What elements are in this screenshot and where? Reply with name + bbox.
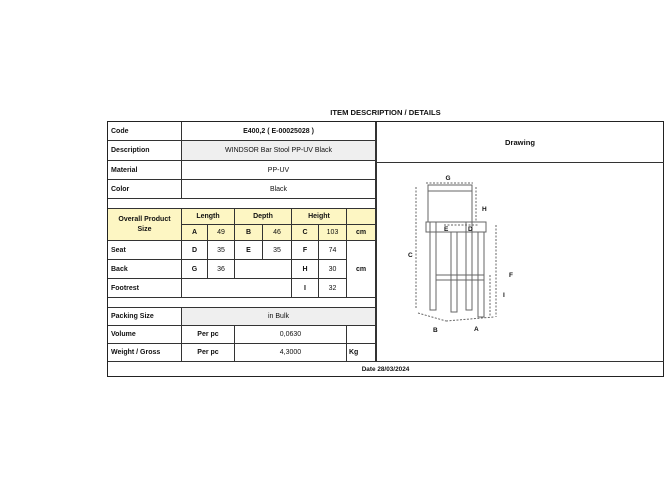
dim-d-value: 35 bbox=[208, 241, 235, 260]
description-label: Description bbox=[108, 141, 182, 161]
date-label: Date 28/03/2024 bbox=[361, 366, 410, 373]
stool-back-leg bbox=[430, 222, 436, 310]
drawing-letter-b: B bbox=[433, 327, 438, 334]
footrest-empty bbox=[182, 279, 292, 298]
length-header: Length bbox=[182, 209, 235, 225]
weight-unit: Kg bbox=[347, 344, 376, 362]
drawing-letter-e: E bbox=[444, 226, 449, 233]
color-label: Color bbox=[108, 180, 182, 199]
dim-d-letter: D bbox=[182, 241, 208, 260]
stool-seat bbox=[426, 222, 486, 232]
back-unit: cm bbox=[347, 260, 376, 279]
weight-label: Weight / Gross bbox=[108, 344, 182, 362]
dim-g-letter: G bbox=[182, 260, 208, 279]
back-label: Back bbox=[108, 260, 182, 279]
back-empty bbox=[235, 260, 292, 279]
dim-e-letter: E bbox=[235, 241, 263, 260]
spacer-row bbox=[108, 199, 376, 209]
color-value: Black bbox=[182, 180, 376, 199]
volume-per: Per pc bbox=[182, 326, 235, 344]
dim-c-letter: C bbox=[292, 225, 319, 241]
drawing-header: Drawing bbox=[376, 122, 664, 163]
seat-label: Seat bbox=[108, 241, 182, 260]
dim-line-b bbox=[418, 313, 446, 321]
dim-b-letter: B bbox=[235, 225, 263, 241]
drawing-letter-i: I bbox=[503, 292, 505, 299]
dim-i-letter: I bbox=[292, 279, 319, 298]
volume-label: Volume bbox=[108, 326, 182, 344]
seat-unit-empty bbox=[347, 241, 376, 260]
volume-value: 0,0630 bbox=[235, 326, 347, 344]
dim-f-letter: F bbox=[292, 241, 319, 260]
code-label: Code bbox=[108, 122, 182, 141]
drawing-letter-d: D bbox=[468, 226, 473, 233]
document-title: ITEM DESCRIPTION / DETAILS bbox=[330, 108, 441, 117]
spec-sheet-table bbox=[107, 121, 664, 377]
drawing-letter-g: G bbox=[445, 175, 451, 182]
material-value: PP-UV bbox=[182, 161, 376, 180]
overall-unit: cm bbox=[347, 225, 376, 241]
unit-header-empty bbox=[347, 209, 376, 225]
weight-value: 4,3000 bbox=[235, 344, 347, 362]
dim-h-value: 30 bbox=[319, 260, 347, 279]
depth-header: Depth bbox=[235, 209, 292, 225]
stool-footrest bbox=[436, 275, 484, 280]
dim-h-letter: H bbox=[292, 260, 319, 279]
drawing-letter-f: F bbox=[509, 272, 513, 279]
description-value: WINDSOR Bar Stool PP-UV Black bbox=[182, 141, 376, 161]
dim-b-value: 46 bbox=[263, 225, 292, 241]
dim-line-a bbox=[446, 317, 494, 321]
stool-front-leg bbox=[451, 232, 457, 312]
bar-stool-drawing bbox=[378, 167, 663, 357]
footrest-unit-empty bbox=[347, 279, 376, 298]
spacer-row-2 bbox=[108, 298, 376, 308]
overall-size-label: Overall Product Size bbox=[108, 209, 182, 241]
footrest-label: Footrest bbox=[108, 279, 182, 298]
dim-a-letter: A bbox=[182, 225, 208, 241]
packing-value: in Bulk bbox=[182, 308, 376, 326]
volume-unit-empty bbox=[347, 326, 376, 344]
drawing-letter-a: A bbox=[474, 326, 479, 333]
dim-g-value: 36 bbox=[208, 260, 235, 279]
packing-label: Packing Size bbox=[108, 308, 182, 326]
dim-i-value: 32 bbox=[319, 279, 347, 298]
height-header: Height bbox=[292, 209, 347, 225]
dim-a-value: 49 bbox=[208, 225, 235, 241]
dim-e-value: 35 bbox=[263, 241, 292, 260]
drawing-letter-c: C bbox=[408, 252, 413, 259]
material-label: Material bbox=[108, 161, 182, 180]
code-value: E400,2 ( E-00025028 ) bbox=[182, 122, 376, 141]
dim-f-value: 74 bbox=[319, 241, 347, 260]
dim-c-value: 103 bbox=[319, 225, 347, 241]
drawing-letter-h: H bbox=[482, 206, 487, 213]
weight-per: Per pc bbox=[182, 344, 235, 362]
